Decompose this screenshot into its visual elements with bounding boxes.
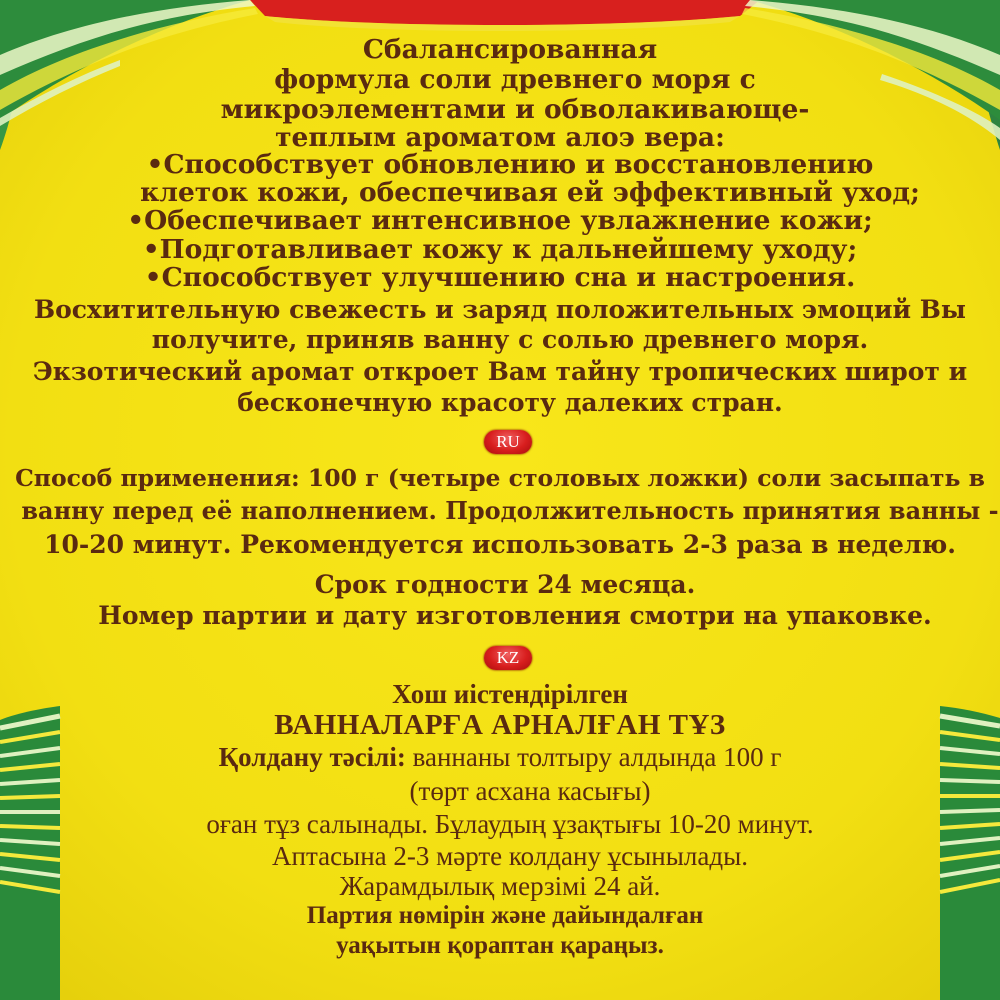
ru-usage-line-3: 10-20 минут. Рекомендуется использовать 2-3 раза в неделю. — [44, 530, 956, 559]
ru-closing-line-4: бесконечную красоту далеких стран. — [237, 388, 783, 417]
kz-title-2: ВАННАЛАРҒА АРНАЛҒАН ТҰЗ — [274, 709, 726, 741]
ru-batch-info: Номер партии и дату изготовления смотри на упаковке. — [98, 601, 932, 630]
ru-usage-line-1: Способ применения: 100 г (четыре столовых ложки) соли засыпать в — [15, 464, 985, 492]
ru-benefit-4: •Способствует улучшению сна и настроения. — [144, 262, 856, 293]
ru-benefit-2: •Обеспечивает интенсивное увлажнение кожи; — [127, 205, 873, 236]
ru-benefit-3: •Подготавливает кожу к дальнейшему уходу; — [142, 234, 858, 265]
kz-line-2: (төрт асхана касығы) — [409, 776, 651, 806]
ru-closing-line-3: Экзотический аромат откроет Вам тайну тропических широт и — [32, 357, 968, 386]
ru-closing-line-1: Восхитительную свежесть и заряд положительных эмоций Вы — [34, 295, 966, 324]
ru-intro-line-4: теплым ароматом алоэ вера: — [275, 122, 725, 153]
kz-line-3: оған тұз салынады. Бұлаудың ұзақтығы 10-20 минут. — [206, 809, 814, 839]
kz-usage-line — [0, 744, 1000, 771]
kz-line-6: Партия нөмірін және дайындалған — [306, 902, 704, 929]
ru-closing-line-2: получите, приняв ванну с солью древнего моря. — [151, 325, 869, 354]
ru-intro-line-1: Сбалансированная — [362, 34, 658, 65]
ru-benefit-1: •Способствует обновлению и восстановлению — [146, 149, 874, 180]
ru-shelf-life: Срок годности 24 месяца. — [314, 570, 696, 599]
kz-title-1: Хош иістендірілген — [392, 679, 628, 709]
ru-language-badge: RU — [484, 430, 532, 454]
ru-usage-line-2: ванну перед её наполнением. Продолжительность принятия ванны - — [21, 496, 999, 525]
kz-usage-label: Қолдану тәсілі: — [218, 742, 406, 772]
kz-line-7: уақытын қораптан қараңыз. — [336, 932, 664, 959]
ru-intro-line-3: микроэлементами и обволакивающе- — [220, 94, 810, 125]
kz-line-5: Жарамдылық мерзімі 24 ай. — [339, 871, 661, 901]
ru-intro-line-2: формула соли древнего моря с — [274, 64, 756, 95]
kz-usage-rest: ваннаны толтыру алдында 100 г — [405, 742, 782, 772]
kz-line-4: Аптасына 2-3 мәрте колдану ұсынылады. — [272, 841, 748, 871]
ru-benefit-1-cont: клеток кожи, обеспечивая ей эффективный уход; — [140, 177, 920, 208]
kz-language-badge: KZ — [484, 646, 532, 670]
